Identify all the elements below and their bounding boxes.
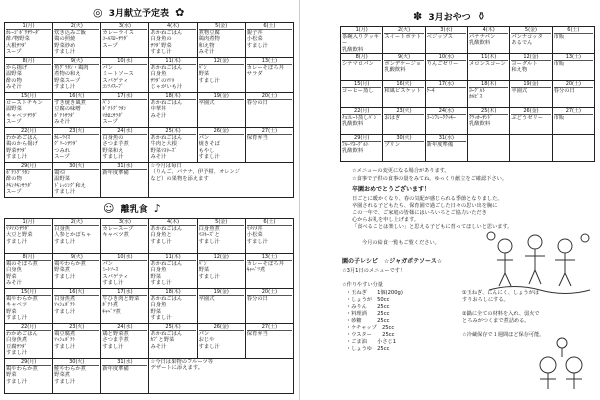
snack-day-cell bbox=[552, 54, 594, 81]
weaning-menu-text: 鶏やわらか煮 野菜 すまし汁 bbox=[6, 366, 38, 385]
lunch-week-row bbox=[5, 163, 294, 198]
weaning-date: 1(月) bbox=[6, 219, 51, 226]
snack-menu-text: ﾁｮｺﾚｰﾄ蒸しﾊﾟﾝ 乳酸飲料 bbox=[342, 115, 377, 128]
weaning-date: 5(金) bbox=[199, 219, 244, 226]
lunch-menu-text: ローストチキン 温野菜 キャベツｻﾗﾀﾞ スープ bbox=[6, 100, 43, 125]
lunch-menu-text: わかめごはん 鶏のから揚げ 野菜ｻﾗﾀﾞ すまし汁 bbox=[6, 135, 38, 160]
snack-day-cell bbox=[552, 108, 594, 135]
snack-menu-text: パンナコッタ あるでん bbox=[511, 34, 543, 47]
lunch-date: 10(水) bbox=[102, 58, 147, 65]
weaning-menu-text: 新年度準備 bbox=[102, 366, 129, 372]
snack-menu-text: スイートポテト bbox=[384, 34, 422, 40]
thanks-line: 今月の給食一覧もご覧ください。 bbox=[362, 240, 440, 246]
snack-date: 2(火) bbox=[384, 27, 423, 34]
recipe-subtitle: ☆3月1日のメニューです！ bbox=[342, 268, 406, 274]
lunch-date: 31(水) bbox=[102, 163, 147, 170]
weaning-day-cell bbox=[149, 324, 197, 359]
lunch-day-cell bbox=[53, 128, 101, 163]
lunch-menu-text: ☆今月は毎日 （りんご、バナナ、伊予柑、オレンジ など）の果物を添えます bbox=[150, 163, 240, 182]
weaning-date: 6(土) bbox=[247, 219, 292, 226]
lunch-week-row bbox=[5, 58, 294, 93]
snack-date: 13(土) bbox=[554, 54, 593, 61]
lunch-day-cell bbox=[245, 93, 293, 128]
snack-menu-text: ｹｰｷ bbox=[426, 88, 435, 94]
weaning-day-cell bbox=[5, 359, 53, 394]
ingredients-title: ☆作りやすい分量 bbox=[342, 282, 383, 288]
weaning-menu-text: ﾏﾒﾏﾒ丼 小松菜 すまし汁 bbox=[246, 226, 268, 245]
lunch-day-cell bbox=[101, 58, 149, 93]
snack-date: 12(金) bbox=[511, 54, 550, 61]
lunch-menu-text: パン 焼きそば もやし すまし汁 bbox=[198, 135, 220, 160]
weaning-day-cell bbox=[245, 254, 293, 289]
lunch-menu-text: 親子丼 小松菜 すまし汁 bbox=[246, 30, 268, 49]
lunch-day-cell bbox=[197, 93, 245, 128]
lunch-menu-text: ｶﾚｰﾗｲｽ ｸﾞﾘｰﾝｻﾗﾀﾞ つみれ スープ bbox=[54, 135, 78, 160]
snack-day-cell bbox=[552, 135, 594, 162]
snack-menu-text: 春分の日 bbox=[553, 88, 575, 94]
weaning-day-cell bbox=[197, 254, 245, 289]
weaning-date: 2(火) bbox=[54, 219, 99, 226]
weaning-date: 11(木) bbox=[150, 254, 195, 261]
lunch-date: 30(火) bbox=[54, 163, 99, 170]
snack-date: 31(水) bbox=[427, 135, 466, 142]
snack-menu-text: ｸﾗｯｶｰｻﾝﾄﾞ 乳酸飲料 bbox=[468, 115, 493, 128]
lunch-day-cell bbox=[149, 128, 197, 163]
lunch-day-cell bbox=[53, 58, 101, 93]
weaning-week-row bbox=[5, 324, 294, 359]
snack-day-cell bbox=[510, 108, 552, 135]
snack-menu-text: コーヒー蒸し bbox=[342, 88, 374, 94]
snack-day-cell bbox=[341, 54, 383, 81]
snack-date: 8(月) bbox=[342, 54, 381, 61]
lunch-date: 24(水) bbox=[102, 128, 147, 135]
weaning-menu-text: 保育弁当 bbox=[246, 331, 268, 337]
lunch-menu-text: ﾊﾟﾝ ﾎﾟﾃﾄｸﾞﾗﾀﾝ ﾏｶﾛﾆｻﾗﾀﾞ スープ bbox=[102, 100, 127, 125]
weaning-menu-text: 鶏やわらか煮 野菜煮 すまし汁 bbox=[54, 261, 86, 280]
snack-week-row bbox=[341, 54, 595, 81]
snack-date: 1(月) bbox=[342, 27, 381, 34]
weaning-day-cell bbox=[53, 324, 101, 359]
lunch-day-cell bbox=[53, 93, 101, 128]
snack-day-cell bbox=[467, 81, 509, 108]
snack-menu-text: ぶどうゼリー bbox=[511, 115, 544, 121]
snack-day-cell bbox=[383, 108, 425, 135]
snack-menu-text: 茶碗入りクッキー 乳酸飲料 bbox=[342, 34, 380, 53]
weaning-date: 23(火) bbox=[54, 324, 99, 331]
snack-date: 4(木) bbox=[469, 27, 508, 34]
weaning-date: 8(月) bbox=[6, 254, 51, 261]
lunch-date: 12(金) bbox=[199, 58, 244, 65]
weaning-menu-text: 白身魚 人参とかぼちゃ すまし汁 bbox=[54, 226, 92, 245]
snack-day-cell bbox=[510, 135, 552, 162]
lunch-day-cell bbox=[53, 23, 101, 58]
weaning-date: 20(土) bbox=[247, 289, 292, 296]
snack-day-cell bbox=[341, 81, 383, 108]
weaning-date: 9(火) bbox=[54, 254, 99, 261]
lunch-date: 18(木) bbox=[150, 93, 195, 100]
lunch-date: 15(月) bbox=[6, 93, 51, 100]
lunch-day-cell bbox=[197, 58, 245, 93]
weaning-day-cell bbox=[197, 324, 245, 359]
snack-date: 27(土) bbox=[554, 108, 593, 115]
weaning-week-row bbox=[5, 359, 294, 394]
weaning-menu-text: 鮭やわらか煮 野菜煮 すまし汁 bbox=[54, 366, 86, 385]
weaning-week-row bbox=[5, 289, 294, 324]
snack-menu-text: 和風ビスケット bbox=[384, 88, 422, 94]
flower-icon: ✽ bbox=[413, 10, 423, 23]
snack-day-cell bbox=[510, 54, 552, 81]
lunch-day-cell bbox=[197, 23, 245, 58]
weaning-menu-text: あかねごはん 白身魚と すまし汁 bbox=[150, 226, 183, 245]
weaning-date: 22(月) bbox=[6, 324, 51, 331]
weaning-date: 12(金) bbox=[199, 254, 244, 261]
lunch-week-row bbox=[5, 93, 294, 128]
snack-day-cell bbox=[510, 81, 552, 108]
weaning-day-cell bbox=[149, 219, 197, 254]
snack-date: 20(土) bbox=[554, 81, 593, 88]
snack-day-cell bbox=[510, 27, 552, 54]
snack-date: 5(金) bbox=[511, 27, 550, 34]
lunch-menu-text: あかねごはん 中華丼 みそ汁 bbox=[150, 100, 183, 119]
snack-day-cell bbox=[383, 135, 425, 162]
lunch-menu-text: カレーライス ｺｰﾙｽﾛｰｻﾗﾀﾞ スープ bbox=[102, 30, 134, 49]
lunch-menu-text: 春分の日 bbox=[246, 100, 268, 106]
snack-menu-text: 市販 bbox=[553, 115, 565, 121]
snack-menu-text: ポンデケージョ 乳酸飲料 bbox=[384, 61, 421, 74]
weaning-menu-text: あかねごはん ｶﾌﾞと野菜 みそ汁 bbox=[150, 331, 183, 350]
snack-day-cell bbox=[383, 27, 425, 54]
snack-date: 17(水) bbox=[427, 81, 466, 88]
lunch-menu-text: あかねごはん 牛肉と大根 野菜ﾏﾖﾈｰｽﾞ みそ汁 bbox=[150, 135, 183, 160]
baby-icon: ☺ bbox=[103, 202, 115, 215]
weaning-menu-text: 鶏のそぼろ煮 白身魚 野菜 みそ汁 bbox=[6, 261, 38, 286]
snack-day-cell bbox=[341, 135, 383, 162]
snack-table bbox=[340, 26, 595, 162]
snack-date: 19(金) bbox=[511, 81, 550, 88]
music-note-icon: ♪ bbox=[153, 202, 161, 215]
lunch-day-cell bbox=[5, 163, 53, 198]
weaning-menu-text: 卒園式 bbox=[198, 296, 215, 302]
lunch-menu-text: から揚げ 温野菜 酢の物 みそ汁 bbox=[6, 65, 28, 90]
lunch-day-cell bbox=[5, 128, 53, 163]
weaning-date: 18(木) bbox=[150, 289, 195, 296]
lunch-menu-text: ﾎﾟﾃﾄｸﾞﾗﾀﾝ 酢の物 ﾁｷﾝﾁｷﾝｻﾗﾀﾞ スープ bbox=[6, 170, 33, 195]
lunch-day-cell bbox=[149, 163, 294, 198]
snack-menu-text: 新年度準備 bbox=[426, 142, 454, 148]
snack-day-cell bbox=[425, 108, 467, 135]
lunch-menu-text: 保育弁当 bbox=[246, 135, 268, 141]
snack-day-cell bbox=[467, 108, 509, 135]
weaning-date: 17(水) bbox=[102, 289, 147, 296]
weaning-date: 26(金) bbox=[199, 324, 244, 331]
weaning-title: ☺ 離乳食 ♪ bbox=[103, 202, 161, 215]
lunch-day-cell bbox=[149, 58, 197, 93]
weaning-day-cell bbox=[53, 219, 101, 254]
snack-day-cell bbox=[425, 135, 467, 162]
lunch-date: 22(月) bbox=[6, 128, 51, 135]
lunch-menu-text: すき焼き風煮 豆腐の味噌 ﾎﾟﾃﾄｻﾗﾀﾞ みそ汁 bbox=[54, 100, 86, 125]
lunch-menu-text: 白身魚の さつま芋煮 野菜和え すまし汁 bbox=[102, 135, 129, 160]
lunch-day-cell bbox=[149, 23, 197, 58]
weaning-menu-text: 鶏と野菜煮 さつま芋煮 すまし汁 bbox=[102, 331, 129, 350]
snack-date: 30(火) bbox=[384, 135, 423, 142]
weaning-date: 16(火) bbox=[54, 289, 99, 296]
snack-week-row bbox=[341, 135, 595, 162]
weaning-day-cell bbox=[149, 289, 197, 324]
snack-menu-text: ﾌﾙｰﾂﾖｰｸﾞﾙﾄ 乳酸飲料 bbox=[342, 142, 369, 155]
lunch-date: 11(木) bbox=[150, 58, 195, 65]
snack-menu-text: 市販 bbox=[553, 34, 565, 40]
snack-day-cell bbox=[425, 81, 467, 108]
weaning-week-row bbox=[5, 219, 294, 254]
lunch-day-cell bbox=[5, 58, 53, 93]
snack-day-cell bbox=[467, 27, 509, 54]
weaning-day-cell bbox=[101, 254, 149, 289]
snack-date: 11(木) bbox=[469, 54, 508, 61]
weaning-menu-text: 牛ひき肉と野菜 ﾎﾟﾃﾄ煮 ｷｬﾍﾞﾂ煮 bbox=[102, 296, 140, 315]
weaning-day-cell bbox=[245, 219, 293, 254]
snack-date: 24(水) bbox=[427, 108, 466, 115]
lunch-day-cell bbox=[53, 163, 101, 198]
graduation-heading: 卒園おめでとうございます！ bbox=[352, 186, 431, 193]
recipe-steps: ①玉ねぎ、にんにく、しょうがは すりおろしにする。 ②鍋に全ての材料を入れ、弱火で とろみがつくまで煮詰める。 ☆冷蔵保存で１週間ほど保存可能。 bbox=[462, 290, 545, 338]
weaning-day-cell bbox=[101, 289, 149, 324]
ingredients-list: ・玉ねぎ 1個(200g) ・しょうが 50cc ・みりん 25cc ・料理酒 25cc ・砂糖 25cc ・ケチャップ 25cc ・ウスター 25cc ・ごま油 小さじ1 ・しょうゆ 25cc bbox=[346, 290, 403, 352]
snack-menu-text: りんごゼリー bbox=[426, 61, 459, 67]
lunch-date: 9(火) bbox=[54, 58, 99, 65]
lunch-day-cell bbox=[5, 93, 53, 128]
weaning-menu-text: 白身魚煮 ﾏﾖﾈｰｽﾞと すまし汁 bbox=[198, 226, 220, 245]
weaning-menu-text: ﾊﾟﾝ 野菜 すまし汁 bbox=[198, 261, 220, 280]
snack-menu-text: メロンスコーン bbox=[468, 61, 506, 67]
lunch-date: 2(火) bbox=[54, 23, 99, 30]
lunch-menu-text: 煮物豆腐 鶏肉煮物 和え物 みそ汁 bbox=[198, 30, 220, 55]
snack-date: 29(月) bbox=[342, 135, 381, 142]
lunch-day-cell bbox=[197, 128, 245, 163]
weaning-day-cell bbox=[101, 219, 149, 254]
lunch-day-cell bbox=[101, 23, 149, 58]
note-check: ☆食事で子供の食事の量をみてね。ゆっくり献立をご確認下さい。 bbox=[352, 176, 508, 182]
recipe-title: 園の子レシピ ☆ジャガポテソース☆ bbox=[342, 258, 443, 265]
lunch-date: 17(水) bbox=[102, 93, 147, 100]
snack-day-cell bbox=[341, 27, 383, 54]
snack-day-cell bbox=[383, 54, 425, 81]
lunch-week-row bbox=[5, 23, 294, 58]
weaning-date: 27(土) bbox=[247, 324, 292, 331]
snack-menu-text: ﾖｰｸﾞﾙﾄ ｶﾙﾋﾟｽ bbox=[468, 88, 485, 101]
snack-date: 15(月) bbox=[342, 81, 381, 88]
snack-date: 22(月) bbox=[342, 108, 381, 115]
lunch-menu-text: あかねごはん 白身魚 ｻﾗﾀﾞのﾏﾘﾈ じゃがいも汁 bbox=[150, 65, 183, 90]
snack-menu-text: 市販 bbox=[553, 61, 565, 67]
snack-day-cell bbox=[425, 54, 467, 81]
lunch-table bbox=[4, 22, 294, 198]
lunch-title: ◎ 3月献立予定表 ✿ bbox=[93, 6, 185, 19]
lunch-date: 26(金) bbox=[199, 128, 244, 135]
snack-menu-text: ベジップス bbox=[426, 34, 453, 40]
weaning-menu-text: 白身魚煮 ﾏｯｼｭﾎﾟﾃﾄ すまし汁 bbox=[54, 296, 76, 315]
snack-day-cell bbox=[341, 108, 383, 135]
weaning-menu-text: わかめごはん 白身魚煮 豆腐ｻﾗﾀﾞ すまし汁 bbox=[6, 331, 38, 356]
snack-day-cell bbox=[552, 27, 594, 54]
snack-date: 25(木) bbox=[469, 108, 508, 115]
lunch-day-cell bbox=[101, 128, 149, 163]
lunch-menu-text: あかねごはん 白身魚の ｻﾗﾀﾞ野菜 すまし汁 bbox=[150, 30, 183, 55]
snack-title: ✽ 3月おやつ ⚱ bbox=[413, 10, 486, 23]
snack-day-cell bbox=[467, 54, 509, 81]
lunch-date: 1(月) bbox=[6, 23, 51, 30]
lunch-day-cell bbox=[101, 93, 149, 128]
snack-date: 6(土) bbox=[554, 27, 593, 34]
weaning-day-cell bbox=[149, 359, 294, 394]
lunch-date: 16(火) bbox=[54, 93, 99, 100]
lunch-date: 29(月) bbox=[6, 163, 51, 170]
weaning-day-cell bbox=[197, 219, 245, 254]
snack-day-cell bbox=[383, 81, 425, 108]
weaning-date: 24(水) bbox=[102, 324, 147, 331]
weaning-menu-text: パン おじや すまし汁 bbox=[198, 331, 220, 350]
weaning-date: 10(水) bbox=[102, 254, 147, 261]
snack-week-row bbox=[341, 27, 595, 54]
weaning-menu-text: ﾏﾒﾏﾒﾝｻﾗﾀﾞ 大豆と野菜 すまし汁 bbox=[6, 226, 33, 245]
lunch-day-cell bbox=[245, 58, 293, 93]
snack-menu-text: プリン bbox=[384, 142, 401, 148]
snack-menu-text: ヨーグルト 和え物 bbox=[511, 61, 538, 74]
star-icon: ✿ bbox=[175, 6, 185, 19]
lunch-menu-text: 鶏ﾏﾖ 温野菜 ﾄﾞﾚｯｼﾝｸﾞ和え すまし汁 bbox=[54, 170, 86, 195]
weaning-day-cell bbox=[5, 254, 53, 289]
lunch-date: 19(金) bbox=[199, 93, 244, 100]
lunch-menu-text: 卒園式 bbox=[198, 100, 215, 106]
snack-date: 10(水) bbox=[427, 54, 466, 61]
right-page bbox=[300, 0, 600, 400]
lunch-date: 23(火) bbox=[54, 128, 99, 135]
weaning-date: 30(火) bbox=[54, 359, 99, 366]
snack-date: 16(火) bbox=[384, 81, 423, 88]
weaning-day-cell bbox=[101, 324, 149, 359]
lunch-date: 8(月) bbox=[6, 58, 51, 65]
lunch-day-cell bbox=[245, 23, 293, 58]
lunch-menu-text: ｶﾚｰｺﾞﾎﾞｳｻﾗｰﾀﾞ 酢ﾉ物野菜 大根ｻﾗﾀﾞ スープ bbox=[6, 30, 41, 55]
snack-menu-text: おはぎ bbox=[384, 115, 401, 121]
snack-week-row bbox=[341, 108, 595, 135]
weaning-day-cell bbox=[101, 359, 149, 394]
weaning-date: 13(土) bbox=[247, 254, 292, 261]
weaning-day-cell bbox=[245, 324, 293, 359]
snack-date: 26(金) bbox=[511, 108, 550, 115]
lunch-day-cell bbox=[149, 93, 197, 128]
lunch-date: 4(木) bbox=[150, 23, 195, 30]
snack-menu-text: シナマロパン bbox=[342, 61, 374, 67]
lunch-day-cell bbox=[245, 128, 293, 163]
snack-date: 3(水) bbox=[427, 27, 466, 34]
children-with-balloon-icon bbox=[530, 335, 595, 395]
weaning-menu-text: パン ﾐｰﾄｿｰｽ スパゲティ すまし汁 bbox=[102, 261, 129, 286]
weaning-date: 4(木) bbox=[150, 219, 195, 226]
snack-menu-text: バナナパン 乳酸飲料 bbox=[468, 34, 496, 47]
snack-menu-text: 卒園式 bbox=[511, 88, 528, 94]
weaning-menu-text: あかねごはん 白身魚 野菜 すまし汁 bbox=[150, 296, 183, 321]
weaning-day-cell bbox=[149, 254, 197, 289]
weaning-menu-text: 鶏やわらか煮 キャベツ 野菜 すまし汁 bbox=[6, 296, 38, 321]
lunch-date: 13(土) bbox=[247, 58, 292, 65]
lunch-day-cell bbox=[101, 163, 149, 198]
weaning-week-row bbox=[5, 254, 294, 289]
snack-menu-text: ｺｰﾝﾌﾚｰｸｸｯｷｰ bbox=[426, 115, 456, 121]
lunch-week-row bbox=[5, 128, 294, 163]
snack-date: 18(木) bbox=[469, 81, 508, 88]
snack-day-cell bbox=[425, 27, 467, 54]
weaning-menu-text: あかねごはん 白身魚 野菜 すまし汁 bbox=[150, 261, 183, 286]
lunch-date: 20(土) bbox=[247, 93, 292, 100]
lunch-date: 27(土) bbox=[247, 128, 292, 135]
weaning-menu-text: 鶏豆腐煮 ﾏｯｼｭﾎﾟﾃﾄ すまし汁 bbox=[54, 331, 76, 350]
lunch-menu-text: 新年度準備 bbox=[102, 170, 129, 176]
weaning-menu-text: 春分の日 bbox=[246, 296, 268, 302]
weaning-date: 15(月) bbox=[6, 289, 51, 296]
weaning-day-cell bbox=[53, 359, 101, 394]
weaning-date: 29(月) bbox=[6, 359, 51, 366]
weaning-day-cell bbox=[53, 289, 101, 324]
lunch-menu-text: パン ミートソース スパゲティ ｺﾝｿﾒｽｰﾌﾟ bbox=[102, 65, 134, 90]
weaning-menu-text: ☆今日は果物のフルーツ等 デザートに添えます。 bbox=[150, 359, 214, 372]
weaning-day-cell bbox=[245, 289, 293, 324]
weaning-date: 31(水) bbox=[102, 359, 147, 366]
weaning-day-cell bbox=[5, 289, 53, 324]
note-change: ☆メニューの変更になる場合があります。 bbox=[352, 168, 450, 174]
lunch-date: 25(木) bbox=[150, 128, 195, 135]
lunch-date: 3(水) bbox=[102, 23, 147, 30]
lunch-menu-text: ﾊﾟﾝ 野菜 すまし汁 bbox=[198, 65, 220, 84]
weaning-day-cell bbox=[5, 219, 53, 254]
weaning-date: 19(金) bbox=[199, 289, 244, 296]
weaning-date: 3(水) bbox=[102, 219, 147, 226]
graduation-body: 日ごとに暖かくなり、春の気配が感じられる季節となりました。 卒園される子どもたち、保育園で過ごした日々の思い出を胸に この一年で、ご家庭の皆様にはいろいろとご協力いただき 心からお礼を申し上げます。 「食べることは楽しい」と思える子どもに育ってほしいと思います。 bbox=[352, 196, 513, 230]
snack-date: 23(火) bbox=[384, 108, 423, 115]
weaning-table bbox=[4, 218, 294, 394]
lunch-date: 5(金) bbox=[199, 23, 244, 30]
globe-icon: ◎ bbox=[93, 6, 103, 19]
weaning-menu-text: カレーそぼろ丼 ｷｬﾍﾞﾂ煮 bbox=[246, 261, 284, 274]
children-dancing-icon bbox=[485, 228, 595, 298]
weaning-menu-text: カレースープ キャベツ煮 bbox=[102, 226, 134, 239]
lunch-menu-text: カレーそぼろ丼 サラダ bbox=[246, 65, 284, 78]
snack-day-cell bbox=[467, 135, 509, 162]
weaning-day-cell bbox=[197, 289, 245, 324]
snack-week-row bbox=[341, 81, 595, 108]
weaning-day-cell bbox=[5, 324, 53, 359]
snack-date: 9(火) bbox=[384, 54, 423, 61]
weaning-day-cell bbox=[53, 254, 101, 289]
lunch-menu-text: 炊き込みご飯 鶏の照焼 野菜炒め すまし汁 bbox=[54, 30, 86, 55]
weaning-date: 25(木) bbox=[150, 324, 195, 331]
snack-day-cell bbox=[552, 81, 594, 108]
lunch-date: 6(土) bbox=[247, 23, 292, 30]
lunch-menu-text: 魚ｸﾞﾗﾀﾝ・鶏肉 煮物の和え 野菜スープ すまし汁 bbox=[54, 65, 89, 90]
pot-icon: ⚱ bbox=[476, 10, 486, 23]
lunch-day-cell bbox=[5, 23, 53, 58]
